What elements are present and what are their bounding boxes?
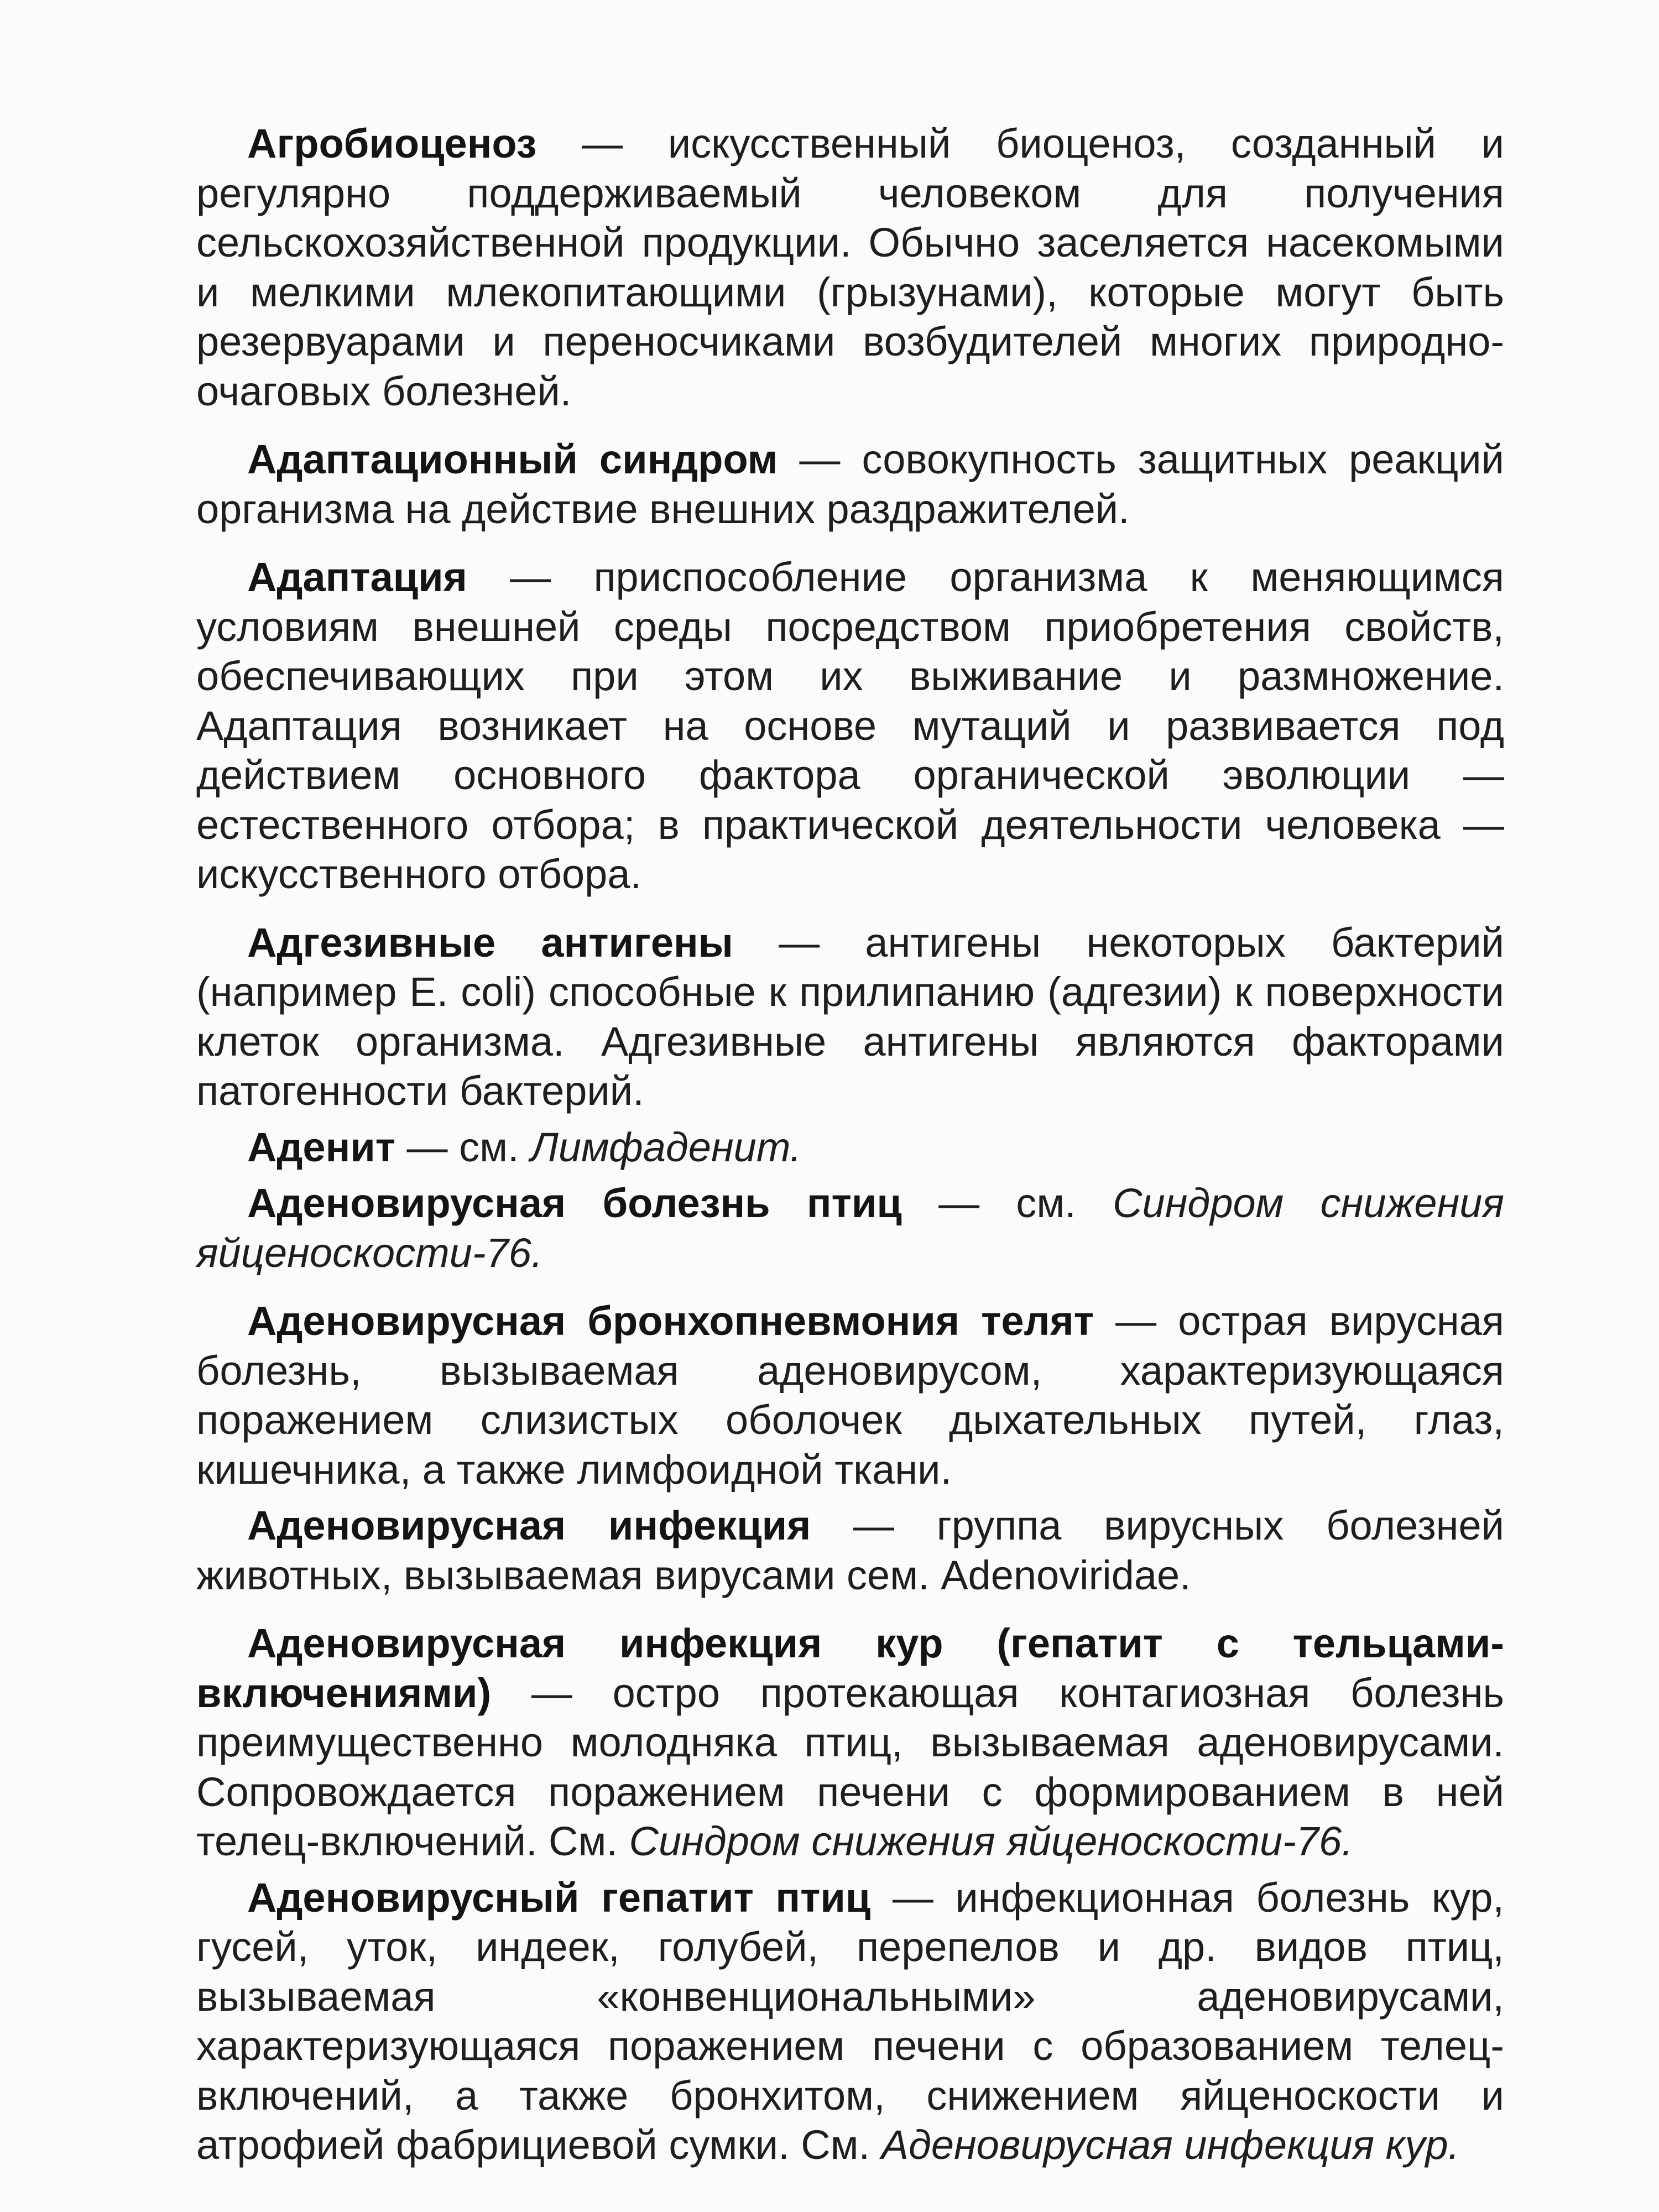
entry-adaptation [196, 552, 1504, 899]
entry-definition: — см. [901, 1180, 1113, 1226]
entry-term: Аденит [247, 1124, 395, 1170]
entry-definition: — остро протекающая контагиозная болезнь преимущественно молодняка птиц, вызываемая аденовирусами. Сопровождается поражением печени с формированием в ней телец-включений. См. [196, 1670, 1504, 1864]
entry-definition: — искусственный биоценоз, созданный и регулярно поддерживаемый человеком для получения сельскохозяйственной продукции. Обычно заселяется насекомыми и мелкими млекопитающими (грызунами), которые могут быть резервуарами и переносчиками возбудителей многих природно-очаговых болезней. [196, 121, 1504, 414]
entry-cross-reference: Синдром снижения яйценоскости-76. [196, 1180, 1504, 1276]
entry-term: Аденовирусный гепатит птиц [247, 1874, 871, 1921]
entry-cross-reference: Синдром снижения яйценоскости-76. [629, 1818, 1353, 1864]
entry-term: Адгезивные антигены [247, 919, 733, 966]
text-column [196, 119, 1504, 2189]
entry-definition: — инфекционная болезнь кур, гусей, уток, индеек, голубей, перепелов и др. видов птиц, вызываемая «конвенциональными» аденовирусами, характеризующаяся поражением печени с образованием телец-включений, а также бронхитом, снижением яйценоскости и атрофией фабрициевой сумки. См. [196, 1874, 1504, 2168]
entry-term: Аденовирусная бронхопневмония телят [247, 1298, 1094, 1344]
entry-adenovirus-hepatitis-birds [196, 1873, 1504, 2170]
entry-definition: — см. [395, 1124, 531, 1170]
entry-cross-reference: Аденовирусная инфекция кур. [881, 2122, 1460, 2168]
entry-adenovirus-infection [196, 1501, 1504, 1600]
entry-adenitis [196, 1123, 1504, 1172]
entry-definition: — приспособление организма к меняющимся условиям внешней среды посредством приобретения свойств, обеспечивающих при этом их выживание и размножение. Адаптация возникает на основе мутаций и развивается под действием основного фактора органической эволюции — естественного отбора; в практической деятельности человека — искусственного отбора. [196, 554, 1504, 897]
entry-term: Адаптационный синдром [247, 436, 778, 482]
entry-term: Адаптация [247, 554, 467, 600]
entry-adenovirus-disease-birds [196, 1178, 1504, 1277]
entry-term: Аденовирусная инфекция кур (гепатит с тельцами-включениями) [196, 1620, 1504, 1716]
entry-term: Аденовирусная инфекция [247, 1503, 811, 1548]
entry-definition: — совокупность защитных реакций организма на действие внешних раздражителей. [196, 436, 1504, 532]
entry-cross-reference: Лимфаденит. [530, 1124, 802, 1170]
entry-adenovirus-bronchopneumonia-calves [196, 1296, 1504, 1494]
entry-definition: — антигены некоторых бактерий (например E. coli) способные к прилипанию (адгезии) к поверхности клеток организма. Адгезивные антигены являются факторами патогенности бактерий. [196, 919, 1504, 1114]
entry-adenovirus-infection-chickens [196, 1619, 1504, 1866]
entry-adaptation-syndrome [196, 435, 1504, 534]
entry-definition: — группа вирусных болезней животных, вызываемая вирусами сем. Adenoviridae. [196, 1503, 1504, 1598]
entry-definition: — острая вирусная болезнь, вызываемая аденовирусом, характеризующаяся поражением слизистых оболочек дыхательных путей, глаз, кишечника, а также лимфоидной ткани. [196, 1298, 1504, 1493]
entry-adhesive-antigens [196, 918, 1504, 1116]
entry-term: Аденовирусная болезнь птиц [247, 1180, 902, 1226]
entry-agrobiocenosis [196, 119, 1504, 416]
entry-term: Агробиоценоз [247, 121, 537, 166]
